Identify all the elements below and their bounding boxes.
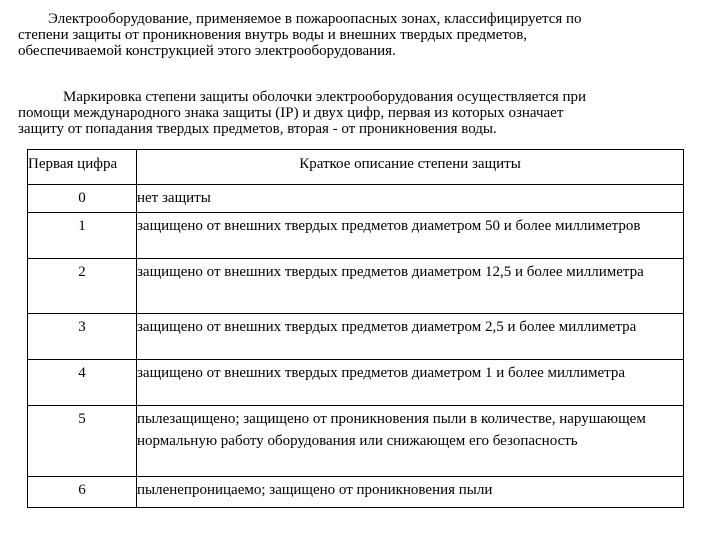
- header-description: Краткое описание степени защиты: [137, 150, 684, 185]
- table-row: [28, 477, 684, 508]
- table-row: [28, 406, 684, 477]
- marking-paragraph: [18, 89, 708, 137]
- marking-line: защиту от попадания твердых предметов, вторая - от проникновения воды.: [18, 121, 497, 137]
- description-cell: [137, 477, 684, 508]
- description-cell: [137, 185, 684, 213]
- intro-line: степени защиты от проникновения внутрь воды и внешних твердых предметов,: [18, 27, 528, 43]
- digit-value: 5: [78, 411, 86, 427]
- header-first-digit: Первая цифра: [28, 150, 137, 185]
- ip-protection-table: [27, 149, 684, 508]
- description-text: защищено от внешних твердых предметов диаметром 1 и более миллиметра: [137, 365, 626, 381]
- intro-line: Электрооборудование, применяемое в пожароопасных зонах, классифицируется по: [18, 11, 582, 27]
- description-text: нет защиты: [137, 190, 211, 206]
- digit-cell: [28, 477, 137, 508]
- digit-value: 6: [78, 482, 86, 498]
- description-text: защищено от внешних твердых предметов диаметром 12,5 и более миллиметра: [137, 264, 644, 280]
- digit-cell: [28, 360, 137, 406]
- digit-value: 4: [78, 365, 86, 381]
- digit-cell: [28, 406, 137, 477]
- description-cell: [137, 360, 684, 406]
- digit-value: 0: [78, 190, 86, 206]
- table-row: [28, 259, 684, 314]
- intro-line: обеспечиваемой конструкцией этого электрооборудования.: [18, 43, 396, 59]
- description-text: пыленепроницаемо; защищено от проникновения пыли: [137, 482, 493, 498]
- marking-line: помощи международного знака защиты (IP) и двух цифр, первая из которых означает: [18, 105, 564, 121]
- intro-paragraph: [18, 11, 708, 59]
- description-cell: [137, 314, 684, 360]
- marking-line: Маркировка степени защиты оболочки электрооборудования осуществляется при: [18, 89, 587, 105]
- table-row: [28, 360, 684, 406]
- digit-cell: [28, 213, 137, 259]
- description-text: защищено от внешних твердых предметов диаметром 2,5 и более миллиметра: [137, 319, 637, 335]
- description-cell: [137, 259, 684, 314]
- digit-cell: [28, 314, 137, 360]
- digit-value: 3: [78, 319, 86, 335]
- digit-cell: [28, 185, 137, 213]
- table-row: [28, 185, 684, 213]
- digit-cell: [28, 259, 137, 314]
- digit-value: 2: [78, 264, 86, 280]
- digit-value: 1: [78, 218, 86, 234]
- description-cell: [137, 406, 684, 477]
- description-cell: [137, 213, 684, 259]
- description-text: защищено от внешних твердых предметов диаметром 50 и более миллиметров: [137, 218, 641, 234]
- table-row: [28, 213, 684, 259]
- table-row: [28, 314, 684, 360]
- table-header-row: [28, 150, 684, 185]
- description-text: пылезащищено; защищено от проникновения пыли в количестве, нарушающем нормальную работу оборудования или снижающем его безопасность: [137, 411, 646, 449]
